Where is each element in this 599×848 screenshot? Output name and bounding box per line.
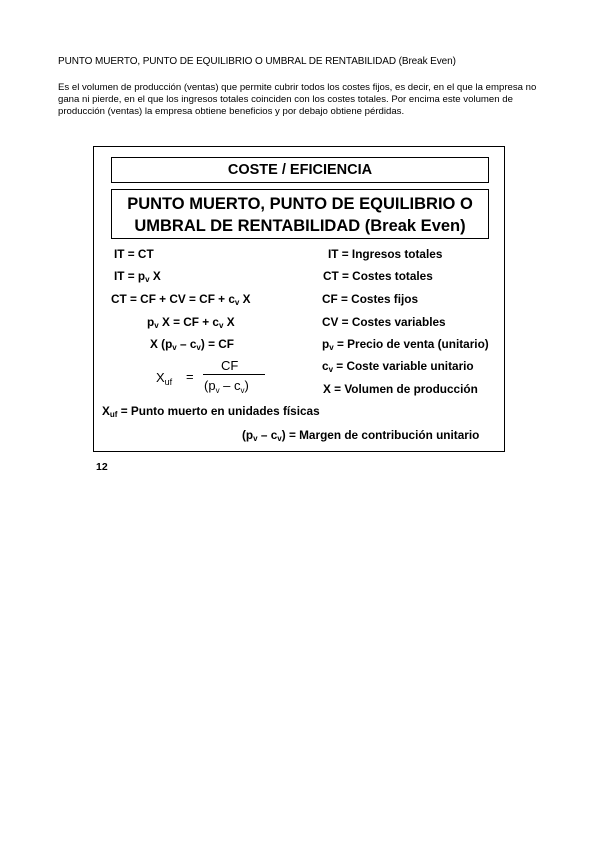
definition-cv: CV = Costes variables bbox=[322, 315, 446, 329]
definition-contribution-margin: $(p_v - c_v)$ = Margen de contribución unitario bbox=[242, 428, 480, 443]
slide-header: COSTE / EFICIENCIA bbox=[111, 157, 489, 183]
document-heading: PUNTO MUERTO, PUNTO DE EQUILIBRIO O UMBRAL DE RENTABILIDAD (Break Even) bbox=[58, 56, 456, 67]
slide-title-line-2: UMBRAL DE RENTABILIDAD (Break Even) bbox=[134, 217, 466, 235]
definition-pv: $p_v$ = Precio de venta (unitario) bbox=[322, 337, 489, 352]
definition-cf: CF = Costes fijos bbox=[322, 292, 419, 306]
slide-title bbox=[111, 189, 489, 239]
definition-xuf: $X_{uf}$ = Punto muerto en unidades físicas bbox=[102, 404, 320, 419]
page-number: 12 bbox=[96, 461, 108, 473]
formula-it-equals-ct: IT = CT bbox=[114, 247, 154, 261]
formula-x-margin-equals-cf: X $(p_v - c_v)$ = CF bbox=[150, 337, 234, 352]
definition-it: IT = Ingresos totales bbox=[328, 247, 443, 261]
fraction-numerator: CF bbox=[221, 358, 239, 373]
document-paragraph: Es el volumen de producción (ventas) que permite cubrir todos los costes fijos, es decir, en el que la empresa no gana ni pierde, en el que los ingresos totales coinciden con los costes totales. Por encima este volumen de producción (ventas) la empresa obtiene beneficios y por debajo obtiene pérdidas. bbox=[58, 82, 537, 118]
definition-ct: CT = Costes totales bbox=[323, 269, 433, 283]
slide-title-line-1: PUNTO MUERTO, PUNTO DE EQUILIBRIO O bbox=[127, 195, 473, 213]
formula-pv-x-equation: $p_v$ X = CF + $c_v$ X bbox=[147, 315, 235, 330]
fraction-bar bbox=[203, 374, 265, 375]
formula-ct-decomposition: CT = CF + CV = CF + $c_v$ X bbox=[111, 292, 251, 307]
definition-cv-unit: $c_v$ = Coste variable unitario bbox=[322, 359, 474, 374]
slide-figure bbox=[93, 146, 505, 452]
fraction-lhs: $X_{uf}$ bbox=[156, 370, 173, 387]
fraction-denominator: $(p_v - c_v)$ bbox=[204, 378, 249, 395]
definition-x: X = Volumen de producción bbox=[323, 382, 478, 396]
formula-it-equals-pv-x: IT = $p_v$ X bbox=[114, 269, 161, 284]
fraction-equals-sign: = bbox=[186, 369, 194, 384]
